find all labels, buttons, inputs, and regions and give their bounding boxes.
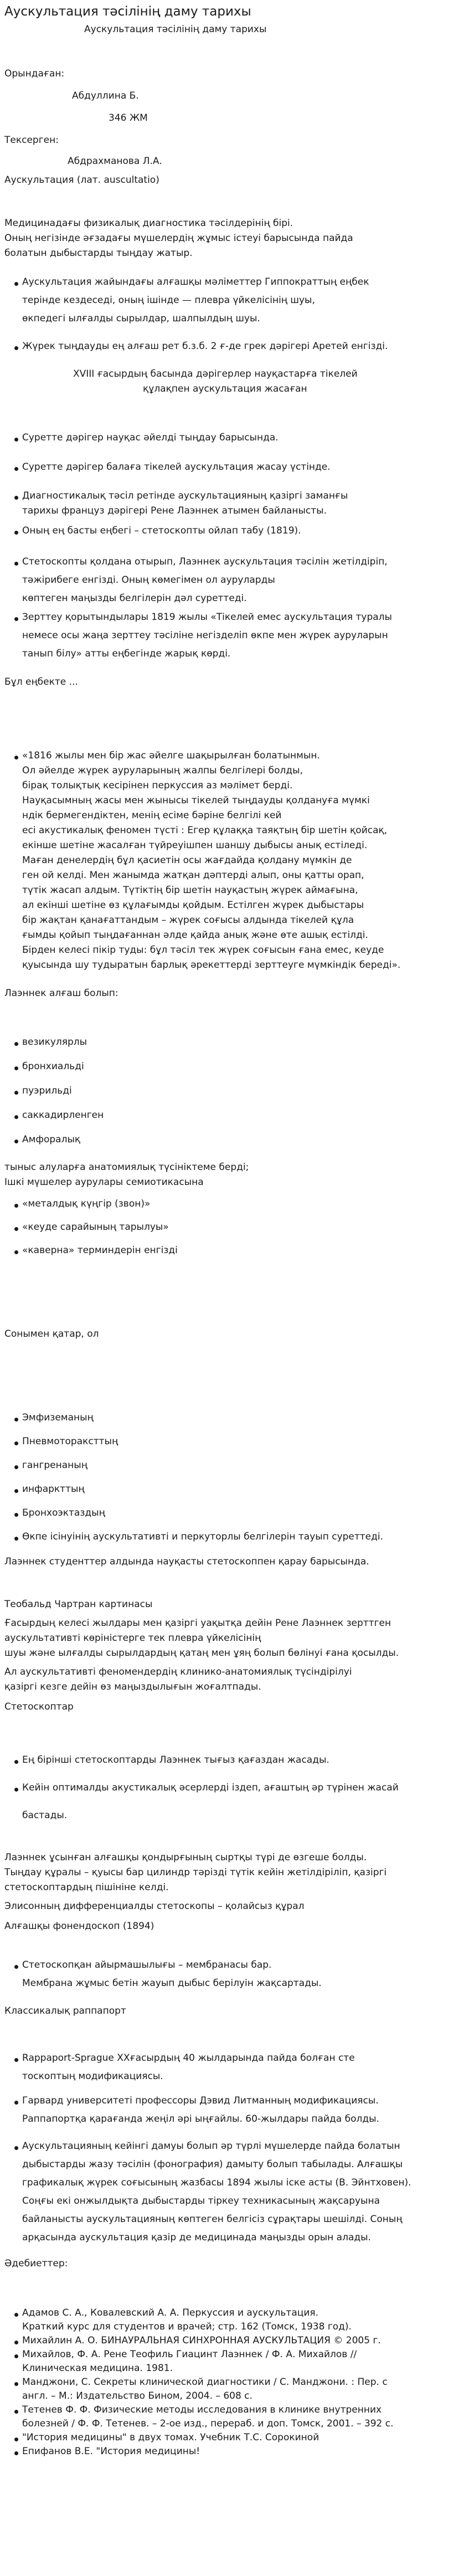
history-bullet: Аускультация жайындағы алғашқы мәліметтер Гиппократтың еңбек xyxy=(22,276,369,288)
binaural-text: Тыңдау құралы – қуысы бар цилиндр тәрізді түтік кейін жетілдіріліп, қазіргі xyxy=(4,1867,387,1878)
laennec-bullet: Стетоскопты қолдана отырып, Лаэннек аускультация тәсілін жетілдіріп, xyxy=(22,556,388,567)
bullet-icon xyxy=(14,531,18,535)
discovery-item: Пневмотораксттың xyxy=(22,1436,118,1447)
section-heading: Бұл еңбекте ... xyxy=(4,676,78,687)
section-text: тыныс алуларға анатомиялық түсініктеме берді; xyxy=(4,1162,249,1173)
reference-item: Тетенев Ф. Ф. Физические методы исследования в клинике внутренних xyxy=(22,2404,382,2415)
bullet-icon xyxy=(14,1204,18,1208)
history-bullet: Жүрек тыңдауды ең алғаш рет б.з.б. 2 ғ-де грек дәрігері Аретей енгізді. xyxy=(22,341,388,352)
laennec-bullet-cont: тәжірибеге енгізді. Оның көмегімен ол ауруларды xyxy=(22,574,275,586)
discovery-item: Өкпе ісінуінің аускультативті и перкуторлы белгілерін тауып суреттеді. xyxy=(22,1531,384,1542)
diff-stethoscope: Элисонның дифференциалды стетоскопы – қолайсыз құрал xyxy=(4,1901,305,1912)
sign-item: пуэрильді xyxy=(22,1085,72,1096)
bullet-icon xyxy=(14,1537,18,1541)
stethoscope-bullet: Кейін оптималды акустикалық әсерлерді іздеп, ағаштың әр түрінен жасай xyxy=(22,1782,399,1793)
quote-line: есі акустикалық феномен түсті : Егер құлаққа таяқтың бір шетін қойсақ, xyxy=(22,825,388,836)
student-label: Орындаған: xyxy=(4,68,65,79)
bullet-icon xyxy=(14,1140,18,1143)
bullet-icon xyxy=(14,2354,18,2358)
term-heading: Аускультация (лат. auscultatio) xyxy=(4,175,159,186)
quote-line: бірақ толықтық кесірінен перкуссия аз мәлімет берді. xyxy=(22,780,293,791)
membrane-bullet-cont: Мембрана жұмыс бетін жауып дыбыс берілуін жақсартады. xyxy=(22,1978,322,1989)
page-subtitle: Аускультация тәсілінің даму тарихы xyxy=(84,24,267,35)
bullet-icon xyxy=(14,1441,18,1445)
sign-item: Амфоралық xyxy=(22,1134,81,1145)
section-heading: Әдебиеттер: xyxy=(4,2258,68,2269)
stethoscope-bullet-cont: бастады. xyxy=(22,1810,68,1821)
bullet-icon xyxy=(14,1418,18,1422)
reference-item: Михайлин А. О. БИНАУРАЛЬНАЯ СИНХРОННАЯ АУСКУЛЬТАЦИЯ © 2005 г. xyxy=(22,2335,381,2346)
classic-bullet-cont: тоскоптың модификациясы. xyxy=(22,2071,163,2082)
checker-name: Абдрахманова Л.А. xyxy=(68,156,162,167)
reference-item-cont: Клиническая медицина. 1981. xyxy=(22,2363,173,2374)
bullet-icon xyxy=(14,2382,18,2386)
classic-bullet-cont: Соңғы екі онжылдықта дыбыстарды тіркеу техникасының жақсаруына xyxy=(22,2195,380,2206)
section-heading: Лаэннек алғаш болып: xyxy=(4,988,118,999)
section-heading: Классикалық раппапорт xyxy=(4,2005,126,2016)
quote-line: Науқасымның жасы мен жынысы тікелей тыңдауды қолдануға мүмкі xyxy=(22,795,370,806)
quote-line: ғымды қойып тыңдағаннан әлде қайда анық және өте ашық естілді. xyxy=(22,930,368,941)
reference-item: Епифанов В.Е. "История медицины! xyxy=(22,2446,200,2457)
bullet-icon xyxy=(14,1760,18,1764)
bullet-icon xyxy=(14,562,18,566)
bullet-icon xyxy=(14,2146,18,2150)
intro-line: Медицинадағы физикалық диагностика тәсілдерінің бірі. xyxy=(4,218,293,229)
sign-item: саккадирленген xyxy=(22,1110,104,1121)
bullet-icon xyxy=(14,1465,18,1469)
classic-bullet-cont: арқасында аускультация қазір де медицинада маңызды орын алады. xyxy=(22,2232,371,2243)
history-bullet-cont: өкпедегі ылғалды сырылдар, шалпылдың шуы. xyxy=(22,313,260,324)
intro-line: Оның негізінде әғзадағы мүшелердің жұмыс істеуі барысында пайда xyxy=(4,233,353,244)
classic-bullet-cont: дыбыстарды жазу тәсілін (фонография) дамыту болып табылады. Алғашқы xyxy=(22,2159,403,2170)
laennec-bullet-cont: немесе осы жаңа зерттеу тәсіліне негізделіп өкпе мен жүрек ауруларын xyxy=(22,630,388,641)
bullet-icon xyxy=(14,1066,18,1070)
discovery-item: Эмфиземаның xyxy=(22,1412,94,1423)
reference-item-cont: англ. – М.: Издательство Бином, 2004. – 608 с. xyxy=(22,2390,252,2401)
caption-18th: құлақпен аускультация жасаған xyxy=(143,383,307,394)
checker-label: Тексерген: xyxy=(4,135,59,146)
discovery-item: Бронхоэктаздың xyxy=(22,1507,105,1518)
bullet-icon xyxy=(14,2101,18,2105)
laennec-bullet: Зерттеу қорытындылары 1819 жылы «Тікелей емес аускультация туралы xyxy=(22,612,392,623)
picture-caption: Суретте дәрігер науқас әйелді тыңдау барысында. xyxy=(22,432,279,443)
quote-line: Бірден келесі пікір туды: бұл тәсіл тек жүрек соғысын ғана емес, кеуде xyxy=(22,945,384,956)
term-item: «кеуде сарайының тарылуы» xyxy=(22,1222,169,1233)
sign-item: бронхиальді xyxy=(22,1061,84,1072)
quote-line: қуысында шу тудыратын барлық әрекеттерді зерттеуге мүмкіндік береді». xyxy=(22,959,401,971)
laennec-bullet: Оның ең басты еңбегі – стетоскопты ойлап табу (1819). xyxy=(22,525,301,536)
bullet-icon xyxy=(14,2451,18,2455)
bullet-icon xyxy=(14,2313,18,2317)
bullet-icon xyxy=(14,1115,18,1119)
reference-item: Адамов С. А., Ковалевский А. А. Перкуссия и аускультация. xyxy=(22,2307,319,2318)
discovery-item: инфаркттың xyxy=(22,1484,85,1495)
bullet-icon xyxy=(14,2058,18,2062)
stethoscope-bullet: Ең бірінші стетоскоптарды Лаэннек тығыз қағаздан жасады. xyxy=(22,1754,329,1766)
quote-line: ген ой келді. Мен жанымда жатқан дәптерді алып, оны қатты орап, xyxy=(22,870,364,881)
term-item: «каверна» терминдерін енгізді xyxy=(22,1245,178,1256)
student-name: Абдуллина Б. xyxy=(72,90,139,101)
section-heading: Стетоскоптар xyxy=(4,1701,74,1712)
page-title: Аускультация тәсілінің даму тарихы xyxy=(4,4,251,19)
reference-item: Михайлов, Ф. А. Рене Теофиль Гиацинт Лаэннек / Ф. А. Михайлов // xyxy=(22,2349,357,2360)
bullet-icon xyxy=(14,1513,18,1517)
bullet-icon xyxy=(14,496,18,500)
section-text: Ішкі мүшелер аурулары семиотикасына xyxy=(4,1177,204,1188)
binaural-text: стетоскоптардың пішініне келді. xyxy=(4,1882,169,1893)
bullet-icon xyxy=(14,2341,18,2344)
classic-bullet-cont: графикалық жүрек соғысының жазбасы 1894 жылы іске асты (В. Эйнтховен). xyxy=(22,2177,411,2188)
quote-line: «1816 жылы мен бір жас әйелге шақырылған болатынмын. xyxy=(22,750,320,761)
laennec-bullet-cont: көптеген маңызды белгілерін дәл суреттеді. xyxy=(22,593,247,604)
bullet-icon xyxy=(14,2410,18,2414)
term-item: «металдық күңгір (звон)» xyxy=(22,1198,151,1209)
portrait-caption: Теобальд Чартран картинасы xyxy=(4,1599,153,1610)
reference-item: Манджони, С. Секреты клинической диагностики / С. Манджони. : Пер. с xyxy=(22,2377,388,2388)
quote-line: ал екінші шетіне өз құлағымды қойдым. Естілген жүрек дыбыстары xyxy=(22,900,364,911)
bullet-icon xyxy=(14,1091,18,1095)
phenom-text: Ал аускультативті феномендердің клинико-анатомиялық түсіндірілуі xyxy=(4,1666,352,1677)
classic-bullet: Гарвард университеті профессоры Дэвид Литманның модификациясы. xyxy=(22,2095,379,2106)
intro-line: болатын дыбыстарды тыңдау жатыр. xyxy=(4,248,193,259)
bullet-icon xyxy=(14,756,18,760)
bullet-icon xyxy=(14,438,18,442)
after-text: Ғасырдың келесі жылдары мен қазіргі уақытқа дейін Рене Лаэннек зерттген xyxy=(4,1618,391,1629)
laennec-bullet: Диагностикалық тәсіл ретінде аускультацияның қазіргі заманғы xyxy=(22,490,348,501)
after-text: шуы және ылғалды сырылдардың қатаң мен ұяң болып бөлінуі ғана қосылды. xyxy=(4,1648,399,1659)
history-bullet-cont: терінде кездеседі, оның ішінде — плевра үйкелісінің шуы, xyxy=(22,295,315,306)
quote-line: Ол әйелде жүрек ауруларының жалпы белгілері болды, xyxy=(22,765,303,776)
quote-line: түтік жасап алдым. Түтіктің бір шетін науқастың жүрек аймағына, xyxy=(22,885,358,896)
group: 346 ЖМ xyxy=(109,112,148,124)
phonendoscope: Алғашқы фонендоскоп (1894) xyxy=(4,1921,154,1932)
reference-item-cont: Краткий курс для студентов и врачей; стр. 162 (Томск, 1938 год). xyxy=(22,2321,352,2332)
membrane-bullet: Стетоскопқан айырмашылығы – мембранасы бар. xyxy=(22,1959,272,1971)
section-heading: Сонымен қатар, ол xyxy=(4,1328,99,1340)
classic-bullet: Аускультацияның кейінгі дамуы болып әр түрлі мүшелерде пайда болатын xyxy=(22,2141,400,2152)
picture-caption: Суретте дәрігер балаға тікелей аускультация жасау үстінде. xyxy=(22,461,331,473)
reference-item: "История медицины" в двух томах. Учебник Т.С. Сорокиной xyxy=(22,2432,319,2443)
classic-bullet-cont: байланысты аускультацияның көптеген белгісіз сұрақтары шешілді. Соның xyxy=(22,2214,403,2225)
phenom-text: қазіргі кезге дейін өз маңыздылығын жоғалтпады. xyxy=(4,1681,261,1692)
classic-bullet-cont: Раппапортқа қарағанда жеңіл әрі ыңғайлы. 60-жылдары пайда болды. xyxy=(22,2113,379,2125)
quote-line: Маған денелердің бұл қасиетін осы жағдайда қолдану мүмкін де xyxy=(22,855,352,866)
bullet-icon xyxy=(14,346,18,350)
bullet-icon xyxy=(14,617,18,621)
quote-line: екінше шетіне жасалған түйреуішпен шаншу дыбысы анық естіледі. xyxy=(22,840,368,851)
classic-bullet: Rappaport-Sprague ХХғасырдың 40 жылдарында пайда болған сте xyxy=(22,2052,355,2064)
bullet-icon xyxy=(14,467,18,471)
bullet-icon xyxy=(14,282,18,286)
bullet-icon xyxy=(14,1250,18,1254)
discovery-item: гангренаның xyxy=(22,1460,87,1471)
bullet-icon xyxy=(14,1227,18,1231)
sign-item: везикулярлы xyxy=(22,1036,87,1048)
after-text: аускультативті көріністерге тек плевра үйкелісінің xyxy=(4,1633,261,1644)
quote-line: бір жақтан қанағаттандым – жүрек соғысы алдында тікелей құла xyxy=(22,915,354,926)
laennec-bullet-cont: тарихы француз дәрігері Рене Лаэннек атымен байланысты. xyxy=(22,505,327,516)
bullet-icon xyxy=(14,1489,18,1493)
reference-item-cont: болезней / Ф. Ф. Тетенев. – 2-ое изд., перераб. и доп. Томск, 2001. – 392 с. xyxy=(22,2418,394,2429)
binaural-text: Лаэннек ұсынған алғашқы қондырғының сыртқы түрі де өзгеше болды. xyxy=(4,1852,367,1863)
bullet-icon xyxy=(14,1965,18,1969)
bullet-icon xyxy=(14,1042,18,1046)
quote-line: ндік бермегендіктен, менің есіме бәріне белгілі кей xyxy=(22,810,282,821)
laennec-bullet-cont: танып білу» атты еңбегінде жарық көрді. xyxy=(22,648,231,659)
bullet-icon xyxy=(14,1788,18,1792)
bullet-icon xyxy=(14,2438,18,2441)
photo-caption: Лаэннек студенттер алдында науқасты стетоскоппен қарау барысында. xyxy=(4,1556,369,1567)
caption-18th: XVIII ғасырдың басында дәрігерлер науқастарға тікелей xyxy=(73,368,358,379)
